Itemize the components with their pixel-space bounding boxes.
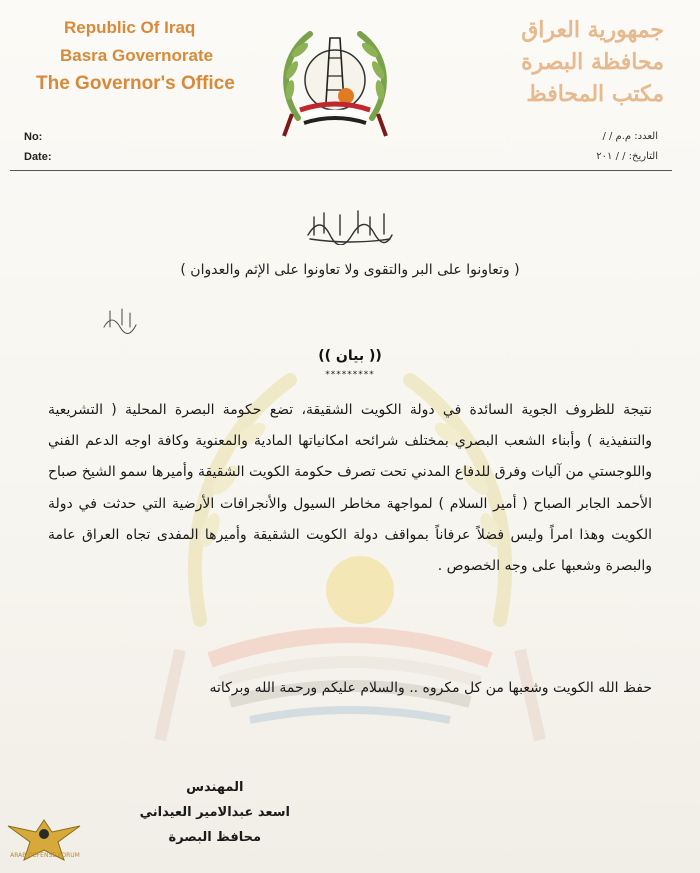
forum-watermark-text: ARAB DEFENSE FORUM bbox=[10, 852, 80, 859]
signatory-name: اسعد عبدالامير العيداني bbox=[139, 805, 290, 820]
ar-date-label: التاريخ: / / ٢٠١ bbox=[596, 151, 658, 162]
arabic-letterhead bbox=[521, 14, 664, 110]
header-divider bbox=[10, 170, 672, 171]
no-label: No: bbox=[24, 131, 43, 143]
en-governorate: Basra Governorate bbox=[60, 46, 214, 65]
ar-country: جمهورية العراق bbox=[521, 17, 664, 43]
bismillah-calligraphy-icon bbox=[300, 205, 400, 245]
ar-governorate: محافظة البصرة bbox=[521, 49, 664, 75]
basra-emblem-icon bbox=[270, 18, 400, 148]
closing-line: حفظ الله الكويت وشعبها من كل مكروه .. والسلام عليكم ورحمة الله وبركاته bbox=[209, 680, 652, 696]
english-letterhead bbox=[36, 14, 235, 98]
statement-body: نتيجة للظروف الجوية السائدة في دولة الكويت الشقيقة، تضع حكومة البصرة المحلية ( التشريعية والتنفيذية ) وأبناء الشعب البصري بمختلف شرائحه امكانياتها المادية والمعنوية وكافة اوجه الدعم الفني واللوجستي من آليات وفرق للدفاع المدني تحت تصرف حكومة الكويت الشقيقة وأميرها سمو الشيخ صباح الأحمد الجابر الصباح ( أمير السلام ) لمواجهة مخاطر السيول والأنجرافات الأرضية التي حدثت في دولة الكويت وهذا امراً وليس فضلاً عرفاناً بمواقف دولة الكويت الشقيقة وأميرها المفدى تجاه العراق عامة والبصرة وشعبها على وجه الخصوص . bbox=[48, 402, 652, 575]
ar-no-label: العدد: م.م / / bbox=[602, 131, 658, 142]
en-office: The Governor's Office bbox=[36, 73, 235, 94]
forum-eagle-logo-icon bbox=[4, 812, 84, 870]
quran-verse: ( وتعاونوا على البر والتقوى ولا تعاونوا على الإثم والعدوان ) bbox=[180, 262, 520, 278]
en-ref-fields bbox=[24, 127, 52, 167]
title-stars: ********* bbox=[325, 370, 375, 380]
en-country: Republic Of Iraq bbox=[64, 18, 196, 37]
ar-office: مكتب المحافظ bbox=[526, 81, 664, 107]
ar-ref-fields bbox=[596, 127, 658, 167]
signatory-position: محافظ البصرة bbox=[168, 830, 262, 845]
date-label: Date: bbox=[24, 151, 52, 163]
signatory-title: المهندس bbox=[186, 780, 244, 795]
statement-title: (( بيان )) bbox=[318, 348, 382, 364]
calligraphy-mark-icon bbox=[100, 305, 140, 335]
signature-block bbox=[140, 775, 290, 850]
